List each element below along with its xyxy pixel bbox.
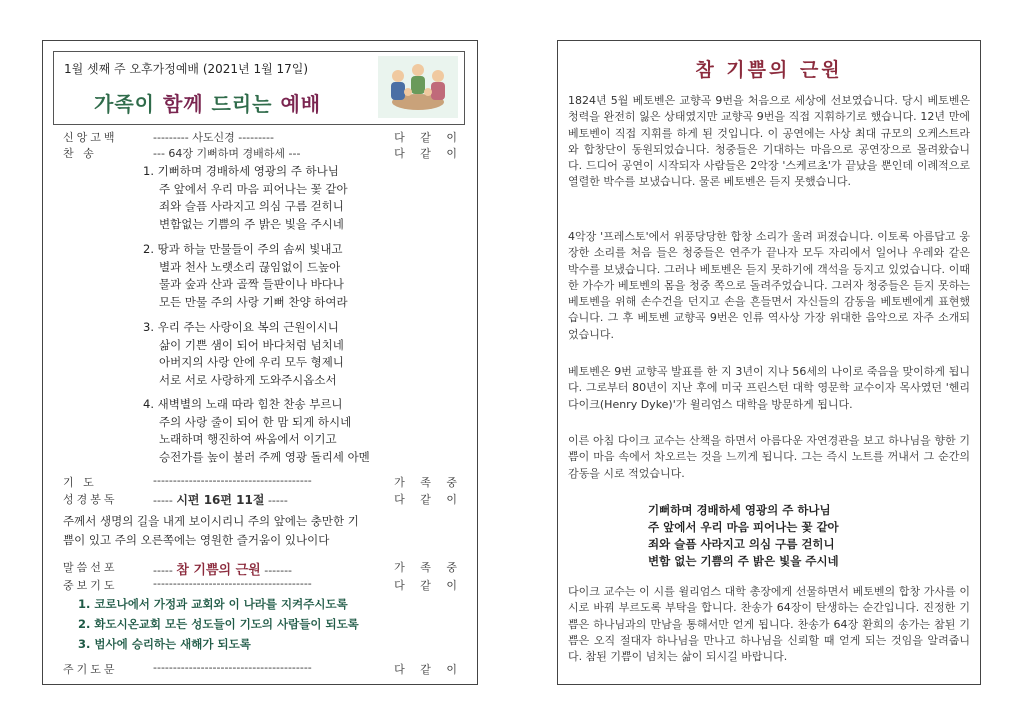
hymn-line: 1. 기뻐하며 경배하세 영광의 주 하나님 (143, 164, 339, 178)
hymn-line: 죄와 슬픔 사라지고 의심 구름 걷히니 (159, 199, 344, 213)
sermon-heading: 참 기쁨의 근원 (695, 59, 843, 81)
hymn-line: 3. 우리 주는 사랑이요 복의 근원이시니 (143, 320, 339, 334)
order-label: 주기도문 (63, 663, 118, 676)
hymn-line: 변함없는 기쁨의 주 밝은 빛을 주시네 (159, 216, 344, 231)
order-label: 찬 송 (63, 147, 97, 160)
family-illustration (378, 56, 458, 118)
dashes: ----- (153, 564, 177, 577)
order-item: --------- 사도신경 --------- (153, 131, 274, 144)
order-item (153, 559, 292, 578)
hymn-verse-1 (143, 163, 348, 233)
order-leader: 다 같 이 (394, 493, 463, 506)
order-leader: 다 같 이 (394, 131, 463, 144)
title-part-4: 예배 (280, 92, 322, 116)
title-part-3: 드리는 (211, 92, 281, 116)
order-item: ---------------------------------------- (153, 661, 312, 674)
hymn-line: 주 앞에서 우리 마음 피어나는 꽃 같아 (159, 181, 348, 196)
hymn-poem (648, 502, 839, 570)
order-label: 중보기도 (63, 579, 118, 592)
hymn-line: 아버지의 사랑 안에 우리 모두 형제니 (159, 355, 344, 369)
poem-line: 죄와 슬픔 사라지고 의심 구름 걷히니 (648, 537, 835, 551)
scripture-text (63, 512, 463, 550)
hymn-line: 2. 땅과 하늘 만물들이 주의 솜씨 빛내고 (143, 242, 343, 256)
header-box (53, 51, 465, 125)
poem-line: 변함 없는 기쁨의 주 밝은 빛을 주시네 (648, 554, 839, 568)
prayer-list (78, 594, 359, 654)
scripture-line: 쁨이 있고 주의 오른쪽에는 영원한 즐거움이 있나이다 (63, 533, 330, 547)
hymn-verse-4 (143, 396, 370, 466)
sermon-paragraph-2: 4악장 '프레스토'에서 위풍당당한 합창 소리가 울려 퍼졌습니다. 이토록 아름답고 웅장한 소리를 처음 들은 청중들은 연주가 끝나자 모두 자리에서 일어나 우레와 같은 박수를 보냈습니다. 그러나 베토벤은 듣지 못하기에 객석을 등지고 있었습니다. 이때 한 가수가 베토벤의 몸을 청중 쪽으로 돌려주었습니다. 그러자 청중들은 듣지 못하는 베토벤을 위해 손수건을 던지고 손을 흔들면서 자신들의 감동을 베토벤에게 표현했습니다. 그 후 베토벤 교향곡 9번은 인류 역사상 가장 위대한 음악으로 자주 소개되었습니다. (568, 230, 970, 341)
hymn-line: 주의 사랑 줄이 되어 한 맘 되게 하시네 (159, 414, 352, 429)
hymn-line: 4. 새벽별의 노래 따라 힘찬 찬송 부르니 (143, 397, 343, 411)
sermon-paragraph-5: 다이크 교수는 이 시를 윌리엄스 대학 총장에게 선물하면서 베토벤의 합창 가사를 이 시로 바꿔 부르도록 부탁을 합니다. 찬송가 64장이 탄생하는 순간입니다. 진정한 기쁨은 하나님과의 만남을 통해서만 얻게 됩니다. 찬송가 64장 환희의 송가는 참된 기쁨은 오직 절대자 하나님을 만나고 하나님을 신뢰할 때 얻게 되는 것임을 알려줍니다. 참된 기쁨이 넘치는 삶이 되시길 바랍니다. (568, 585, 970, 664)
order-label: 기 도 (63, 476, 97, 489)
dashes: ------- (260, 564, 293, 577)
dashes: ----- (153, 494, 177, 507)
sermon-paragraph-3: 베토벤은 9번 교향곡 발표를 한 지 3년이 지나 56세의 나이로 죽음을 맞이하게 됩니다. 그로부터 80년이 지난 후에 미국 프린스턴 대학 영문학 교수이자 목사였던 '헨리 다이크(Henry Dyke)'가 윌리엄스 대학을 방문하게 됩니다. (568, 365, 970, 411)
prayer-item: 1. 코로나에서 가정과 교회와 이 나라를 지켜주시도록 (78, 597, 348, 611)
order-item: ---------------------------------------- (153, 474, 312, 487)
scripture-line: 주께서 생명의 길을 내게 보이시리니 주의 앞에는 충만한 기 (63, 514, 359, 528)
hymn-verse-3 (143, 319, 344, 389)
prayer-item: 2. 화도시온교회 모든 성도들이 기도의 사람들이 되도록 (78, 617, 359, 631)
order-leader: 다 같 이 (394, 579, 463, 592)
hymn-line: 모든 만물 주의 사랑 기뻐 찬양 하여라 (159, 294, 348, 309)
poem-line: 주 앞에서 우리 마음 피어나는 꽃 같아 (648, 520, 839, 534)
service-date: 1월 셋째 주 오후가정예배 (2021년 1월 17일) (64, 62, 309, 76)
hymn-line: 물과 숲과 산과 골짝 들판이나 바다나 (159, 277, 344, 291)
order-leader: 가 족 중 (394, 561, 463, 574)
hymn-line: 별과 천사 노랫소리 끊임없이 드높아 (159, 259, 341, 274)
hymn-line: 노래하며 행진하여 싸움에서 이기고 (159, 432, 337, 446)
hymn-line: 삶이 기쁜 샘이 되어 바다처럼 넘치네 (159, 337, 344, 352)
prayer-item: 3. 범사에 승리하는 새해가 되도록 (78, 637, 251, 651)
order-leader: 가 족 중 (394, 476, 463, 489)
sermon-page (557, 40, 981, 685)
sermon-title: 참 기쁨의 근원 (176, 563, 261, 578)
hymn-verse-2 (143, 241, 348, 311)
poem-line: 기뻐하며 경배하세 영광의 주 하나님 (648, 503, 831, 517)
order-label: 말씀선포 (63, 561, 118, 574)
order-item: --- 64장 기뻐하며 경배하세 --- (153, 147, 301, 160)
sermon-paragraph-4: 이른 아침 다이크 교수는 산책을 하면서 아름다운 자연경관을 보고 하나님을 향한 기쁨이 마음 속에서 차오르는 것을 느끼게 됩니다. 그는 즉시 노트를 꺼내서 그 순간의 감동을 시로 적었습니다. (568, 434, 970, 480)
dashes: ----- (264, 494, 288, 507)
title-part-2: 함께 (162, 92, 212, 116)
sermon-paragraph-1: 1824년 5월 베토벤은 교향곡 9번을 처음으로 세상에 선보였습니다. 당시 베토벤은 청력을 완전히 잃은 상태였지만 교향곡 9번을 직접 지휘하기로 했습니다. 12년 만에 베토벤이 직접 지휘를 하게 된 것입니다. 이 공연에는 사상 최대 규모의 오케스트라와 합창단이 동원되었습니다. 청중들은 기대하는 마음으로 공연장으로 몰려왔습니다. 드디어 공연이 시작되자 사람들은 2악장 '스케르초'가 끝났을 뿐인데 이례적으로 열렬한 박수를 보냈습니다. 물론 베토벤은 듣지 못했습니다. (568, 94, 970, 189)
title-part-1: 가족이 (94, 92, 163, 116)
order-label: 신앙고백 (63, 131, 118, 144)
order-leader: 다 같 이 (394, 663, 463, 676)
service-title (94, 88, 321, 117)
order-item: ---------------------------------------- (153, 577, 312, 590)
hymn-line: 승전가를 높이 불러 주께 영광 돌리세 아멘 (159, 449, 370, 464)
order-item (153, 491, 288, 508)
worship-order-page (42, 40, 478, 685)
order-label: 성경봉독 (63, 493, 118, 506)
order-leader: 다 같 이 (394, 147, 463, 160)
hymn-line: 서로 서로 사랑하게 도와주시옵소서 (159, 372, 337, 387)
scripture-reference: 시편 16편 11절 (176, 493, 265, 507)
